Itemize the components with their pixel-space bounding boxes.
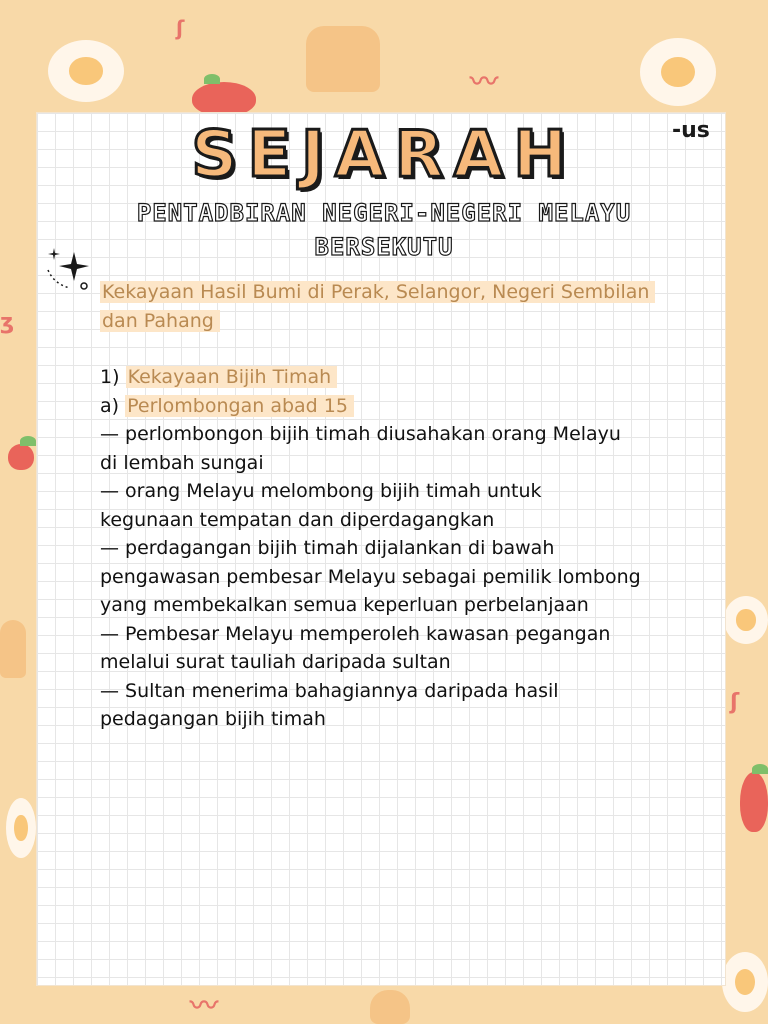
strawberry-icon bbox=[8, 444, 34, 470]
topic-heading: 1) Kekayaan Bijih Timah bbox=[100, 363, 740, 392]
note-line: kegunaan tempatan dan diperdagangkan bbox=[100, 508, 495, 531]
squiggle-icon: ʃ bbox=[176, 16, 185, 40]
note-line: — Pembesar Melayu memperoleh kawasan pegangan bbox=[100, 622, 611, 645]
egg-icon bbox=[722, 952, 768, 1012]
notes-content bbox=[100, 278, 740, 734]
subtopic-heading: a) Perlombongan abad 15 bbox=[100, 392, 740, 421]
note-line: melalui surat tauliah daripada sultan bbox=[100, 651, 451, 673]
note-line: — orang Melayu melombong bijih timah untuk bbox=[100, 480, 542, 502]
note-line: di lembah sungai bbox=[100, 451, 264, 474]
note-line: — perdagangan bijih timah dijalankan di bawah bbox=[100, 537, 555, 559]
note-line: — perlombongon bijih timah diusahakan orang Melayu bbox=[100, 423, 621, 445]
note-line: pengawasan pembesar Melayu sebagai pemilik lombong bbox=[100, 565, 641, 588]
squiggle-icon: ʒ bbox=[0, 310, 15, 335]
note-line: — Sultan menerima bahagiannya daripada hasil bbox=[100, 679, 559, 702]
subtitle-line: PENTADBIRAN NEGERI-NEGERI MELAYU bbox=[136, 199, 632, 227]
squiggle-icon: ʃ bbox=[730, 690, 740, 715]
strawberry-icon bbox=[192, 82, 256, 116]
toast-icon bbox=[370, 990, 410, 1024]
egg-icon bbox=[6, 798, 36, 858]
strawberry-icon bbox=[740, 772, 768, 832]
sparkle-icon bbox=[44, 244, 94, 294]
toast-icon bbox=[306, 26, 380, 92]
author-signature: -us bbox=[672, 118, 710, 143]
egg-icon bbox=[48, 40, 124, 102]
toast-icon bbox=[0, 620, 26, 678]
squiggle-icon: 〰 bbox=[470, 65, 499, 98]
squiggle-icon: 〰 bbox=[190, 989, 219, 1022]
section-heading: dan Pahang bbox=[100, 307, 740, 336]
subtitle-line: BERSEKUTU bbox=[314, 233, 454, 261]
section-heading: Kekayaan Hasil Bumi di Perak, Selangor, Negeri Sembilan bbox=[100, 278, 740, 307]
note-line: pedagangan bijih timah bbox=[100, 708, 326, 730]
note-line: yang membekalkan semua keperluan perbelanjaan bbox=[100, 594, 589, 616]
egg-icon bbox=[640, 38, 716, 106]
page-title: SEJARAH bbox=[191, 118, 577, 192]
page-subtitle bbox=[90, 196, 678, 264]
